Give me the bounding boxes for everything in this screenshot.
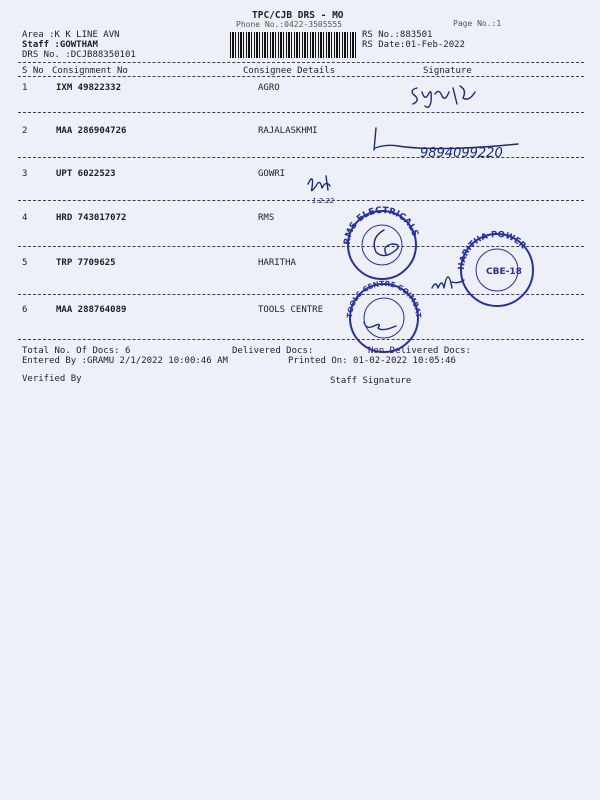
row-5-sno: 5 — [22, 258, 28, 268]
row-6-consignee: TOOLS CENTRE — [258, 305, 324, 315]
row-5-consignee: HARITHA — [258, 258, 296, 268]
tools-stamp-text: TOOLS CENTRE COIMBATORE — [342, 275, 424, 319]
rs-number: RS No.:883501 — [362, 30, 433, 40]
header-divider-bottom — [18, 76, 584, 77]
row-3-signature — [300, 170, 350, 206]
staff-label: Staff :GOWTHAM — [22, 40, 98, 50]
row-5-consignment: TRP 7709625 — [56, 258, 116, 268]
row-2-consignee: RAJALASKHMI — [258, 126, 318, 136]
haritha-power-stamp — [456, 229, 538, 308]
row-2-signature — [368, 124, 538, 164]
row-3-consignment: UPT 6022523 — [56, 169, 116, 179]
printed-on: Printed On: 01-02-2022 10:05:46 — [288, 356, 456, 366]
total-docs: Total No. Of Docs: 6 — [22, 346, 131, 356]
entered-by: Entered By :GRAMU 2/1/2022 10:00:46 AM — [22, 356, 228, 366]
rs-date: RS Date:01-Feb-2022 — [362, 40, 465, 50]
row-2-signature-number: 9894099220 — [420, 146, 503, 161]
row-divider — [18, 339, 584, 340]
column-header-consignee: Consignee Details — [243, 66, 336, 76]
row-4-consignment: HRD 743017072 — [56, 213, 127, 223]
row-1-sno: 1 — [22, 83, 28, 93]
header-divider-top — [18, 62, 584, 63]
phone-number: Phone No.:0422-3505555 — [236, 20, 342, 29]
column-header-consignment: Consignment No — [52, 66, 128, 76]
svg-text:TOOLS CENTRE COIMBATORE — [343, 275, 423, 318]
svg-text:RMS ELECTRICALS — [343, 206, 420, 246]
non-delivered-docs: Non Delivered Docs: — [368, 346, 471, 356]
row-4-consignee: RMS — [258, 213, 275, 223]
drs-number: DRS No. :DCJB88350101 — [22, 50, 136, 60]
row-6-sno: 6 — [22, 305, 28, 315]
row-divider — [18, 112, 584, 113]
barcode — [230, 32, 356, 58]
column-header-sno: S No — [22, 66, 44, 76]
document-title: TPC/CJB DRS - MO — [252, 10, 344, 21]
verified-by-label: Verified By — [22, 374, 82, 384]
haritha-stamp-text: HARITHA POWER — [456, 229, 528, 271]
tools-centre-stamp — [342, 275, 424, 354]
row-1-consignment: IXM 49822332 — [56, 83, 122, 93]
delivered-docs: Delivered Docs: — [232, 346, 314, 356]
row-3-sno: 3 — [22, 169, 28, 179]
row-1-consignee: AGRO — [258, 83, 280, 93]
rms-stamp-text: RMS ELECTRICALS — [342, 205, 420, 246]
row-4-sno: 4 — [22, 213, 28, 223]
row-6-consignment: MAA 288764089 — [56, 305, 127, 315]
rms-electricals-stamp — [340, 205, 424, 280]
row-3-consignee: GOWRI — [258, 169, 286, 179]
column-header-signature: Signature — [423, 66, 472, 76]
row-1-signature — [405, 80, 485, 110]
area-label: Area :K K LINE AVN — [22, 30, 120, 40]
staff-signature-label: Staff Signature — [330, 376, 412, 386]
row-2-consignment: MAA 286904726 — [56, 126, 127, 136]
row-3-signature-date: 1.2.22 — [312, 197, 335, 205]
page-number: Page No.:1 — [453, 19, 502, 28]
haritha-stamp-code: CBE-18 — [486, 267, 522, 277]
row-2-sno: 2 — [22, 126, 28, 136]
